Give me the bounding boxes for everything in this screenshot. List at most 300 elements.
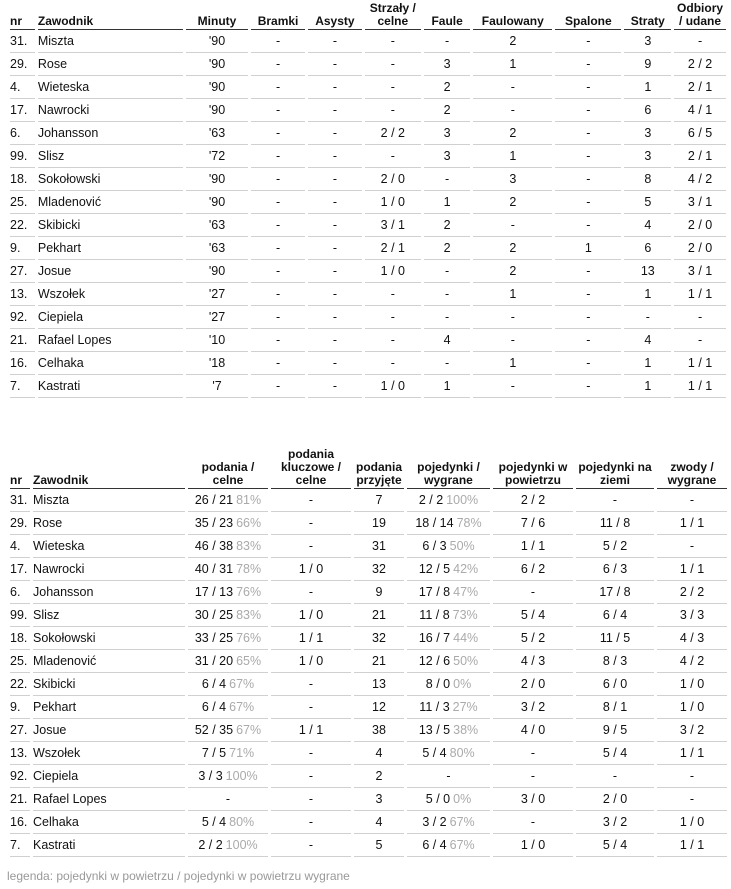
cell-duels: [407, 811, 490, 834]
cell-duels: [407, 765, 490, 788]
cell-aerial: [493, 558, 573, 581]
cell-min: '90: [186, 260, 248, 283]
cell-fouls: 1: [424, 375, 471, 398]
cell-passes: [188, 558, 268, 581]
cell-tackles: -: [674, 30, 726, 53]
cell-keypasses: [271, 512, 351, 535]
cell-value: 2 / 2: [520, 493, 546, 507]
cell-tackles: 1 / 1: [674, 283, 726, 306]
cell-value: 3 / 2: [520, 700, 546, 714]
cell-ground: [576, 581, 654, 604]
cell-value: 6 / 4: [201, 700, 227, 714]
cell-value: 31 / 20: [194, 654, 234, 668]
cell-losses: 6: [624, 99, 671, 122]
cell-shots: -: [365, 76, 421, 99]
cell-value: -: [530, 769, 536, 783]
cell-nr: 99.: [10, 145, 35, 168]
cell-fouled: 2: [473, 122, 552, 145]
header-aerial: pojedynki w powietrzu: [493, 448, 573, 489]
cell-value: 5 / 4: [602, 838, 628, 852]
cell-value: 3 / 2: [602, 815, 628, 829]
cell-ground: [576, 627, 654, 650]
cell-fouled: 3: [473, 168, 552, 191]
cell-nr: 7.: [10, 375, 35, 398]
cell-value: 52 / 35: [194, 723, 234, 737]
cell-name: Celhaka: [38, 352, 183, 375]
cell-nr: [10, 742, 30, 765]
cell-value: 6 / 4: [602, 608, 628, 622]
cell-min: '90: [186, 99, 248, 122]
cell-offsides: -: [555, 283, 621, 306]
cell-losses: 9: [624, 53, 671, 76]
table-row: [10, 191, 726, 214]
cell-nr: 21.: [10, 329, 35, 352]
cell-losses: 1: [624, 76, 671, 99]
cell-goals: -: [251, 352, 305, 375]
cell-received: [354, 512, 404, 535]
cell-shots: -: [365, 306, 421, 329]
cell-nr: 27.: [10, 260, 35, 283]
cell-value: 6 / 4: [201, 677, 227, 691]
cell-duels: [407, 650, 490, 673]
table-row: [10, 811, 727, 834]
cell-nr: [10, 604, 30, 627]
cell-fouls: 2: [424, 99, 471, 122]
cell-passes: [188, 673, 268, 696]
table-row: [10, 260, 726, 283]
cell-nr: 29.: [10, 53, 35, 76]
cell-shots: 1 / 0: [365, 375, 421, 398]
cell-nr: [10, 834, 30, 857]
cell-shots: 3 / 1: [365, 214, 421, 237]
percentage: 0%: [453, 677, 472, 691]
cell-aerial: [493, 673, 573, 696]
cell-min: '10: [186, 329, 248, 352]
cell-value: 11 / 8: [599, 516, 631, 530]
cell-assists: -: [308, 53, 362, 76]
table-row: [10, 535, 727, 558]
cell-goals: -: [251, 306, 305, 329]
cell-shots: 2 / 1: [365, 237, 421, 260]
cell-received: [354, 650, 404, 673]
cell-losses: 3: [624, 122, 671, 145]
cell-value: 5: [375, 838, 383, 852]
cell-name: Sokołowski: [38, 168, 183, 191]
cell-fouled: 1: [473, 283, 552, 306]
cell-value: 1 / 1: [298, 631, 324, 645]
header-nr: nr: [10, 2, 35, 30]
percentage: 67%: [229, 677, 255, 691]
cell-value: 17 / 8: [599, 585, 631, 599]
cell-nr: 13.: [10, 283, 35, 306]
cell-tackles: 2 / 2: [674, 53, 726, 76]
cell-received: [354, 604, 404, 627]
cell-value: 29.: [10, 516, 28, 530]
cell-ground: [576, 604, 654, 627]
cell-value: 99.: [10, 608, 28, 622]
cell-passes: [188, 765, 268, 788]
cell-duels: [407, 788, 490, 811]
cell-fouled: 2: [473, 237, 552, 260]
cell-aerial: [493, 581, 573, 604]
cell-fouled: -: [473, 306, 552, 329]
table-row: [10, 834, 727, 857]
cell-value: 32: [372, 631, 386, 645]
cell-nr: [10, 765, 30, 788]
cell-min: '90: [186, 191, 248, 214]
cell-value: 6 / 0: [602, 677, 628, 691]
cell-value: 4.: [10, 539, 21, 553]
cell-value: -: [308, 585, 314, 599]
percentage: 78%: [236, 562, 262, 576]
cell-ground: [576, 788, 654, 811]
cell-aerial: [493, 604, 573, 627]
cell-ground: [576, 673, 654, 696]
cell-value: 3 / 2: [422, 815, 447, 829]
percentage: 83%: [236, 539, 262, 553]
cell-nr: 6.: [10, 122, 35, 145]
cell-keypasses: [271, 489, 351, 512]
table-row: [10, 375, 726, 398]
cell-passes: [188, 535, 268, 558]
cell-value: 2 / 0: [520, 677, 546, 691]
percentage: 100%: [225, 838, 258, 852]
cell-goals: -: [251, 283, 305, 306]
cell-nr: [10, 627, 30, 650]
cell-name: Rose: [38, 53, 183, 76]
cell-value: 2 / 2: [198, 838, 223, 852]
cell-losses: 8: [624, 168, 671, 191]
table-row: [10, 696, 727, 719]
cell-offsides: -: [555, 375, 621, 398]
cell-name: [33, 627, 185, 650]
cell-nr: 22.: [10, 214, 35, 237]
cell-aerial: [493, 512, 573, 535]
cell-events: [657, 788, 727, 811]
cell-goals: -: [251, 145, 305, 168]
table-row: [10, 765, 727, 788]
percentage: 73%: [452, 608, 478, 622]
cell-aerial: [493, 788, 573, 811]
cell-nr: [10, 696, 30, 719]
cell-events: [657, 673, 727, 696]
cell-keypasses: [271, 558, 351, 581]
cell-offsides: -: [555, 99, 621, 122]
header-duels: pojedynki / wygrane: [407, 448, 490, 489]
table-row: [10, 673, 727, 696]
cell-received: [354, 696, 404, 719]
cell-name: [33, 765, 185, 788]
cell-fouls: 2: [424, 237, 471, 260]
cell-nr: [10, 811, 30, 834]
cell-value: 5 / 2: [520, 631, 546, 645]
cell-passes: [188, 742, 268, 765]
cell-tackles: -: [674, 306, 726, 329]
header-goals: Bramki: [251, 2, 305, 30]
cell-duels: [407, 719, 490, 742]
cell-tackles: 4 / 2: [674, 168, 726, 191]
cell-fouled: -: [473, 375, 552, 398]
table-row: [10, 168, 726, 191]
cell-keypasses: [271, 673, 351, 696]
cell-value: 5 / 4: [201, 815, 227, 829]
cell-fouls: 3: [424, 145, 471, 168]
table-row: [10, 489, 727, 512]
cell-value: 21.: [10, 792, 28, 806]
cell-value: 46 / 38: [194, 539, 234, 553]
percentage: 67%: [236, 723, 262, 737]
cell-value: 16.: [10, 815, 28, 829]
table-row: [10, 237, 726, 260]
cell-nr: 18.: [10, 168, 35, 191]
cell-value: 5 / 4: [520, 608, 546, 622]
cell-value: 5 / 4: [422, 746, 447, 760]
cell-name: [33, 558, 185, 581]
cell-name: Kastrati: [38, 375, 183, 398]
percentage: 76%: [236, 585, 262, 599]
cell-offsides: -: [555, 122, 621, 145]
cell-offsides: -: [555, 352, 621, 375]
cell-value: Skibicki: [33, 677, 76, 691]
cell-name: Ciepiela: [38, 306, 183, 329]
cell-value: Slisz: [33, 608, 60, 622]
cell-value: 3 / 0: [520, 792, 546, 806]
table-row: [10, 30, 726, 53]
cell-passes: [188, 696, 268, 719]
cell-value: 5 / 2: [602, 539, 628, 553]
header-fouled: Faulowany: [473, 2, 552, 30]
cell-name: Nawrocki: [38, 99, 183, 122]
cell-goals: -: [251, 237, 305, 260]
cell-min: '63: [186, 214, 248, 237]
cell-value: -: [612, 769, 618, 783]
cell-nr: 92.: [10, 306, 35, 329]
cell-ground: [576, 696, 654, 719]
cell-value: 25.: [10, 654, 28, 668]
cell-goals: -: [251, 329, 305, 352]
cell-received: [354, 535, 404, 558]
cell-goals: -: [251, 260, 305, 283]
cell-events: [657, 535, 727, 558]
cell-value: -: [308, 815, 314, 829]
cell-nr: 16.: [10, 352, 35, 375]
cell-value: Johansson: [33, 585, 94, 599]
cell-tackles: 2 / 0: [674, 237, 726, 260]
cell-losses: 4: [624, 214, 671, 237]
cell-min: '63: [186, 122, 248, 145]
cell-value: 1 / 1: [298, 723, 324, 737]
cell-fouls: 3: [424, 122, 471, 145]
cell-value: Rose: [33, 516, 63, 530]
cell-fouls: -: [424, 306, 471, 329]
cell-passes: [188, 834, 268, 857]
cell-name: [33, 489, 185, 512]
cell-min: '7: [186, 375, 248, 398]
cell-value: 6 / 3: [422, 539, 447, 553]
percentage: 78%: [456, 516, 482, 530]
cell-value: 13.: [10, 746, 28, 760]
cell-duels: [407, 489, 490, 512]
cell-value: 4 / 2: [679, 654, 705, 668]
header-name: Zawodnik: [33, 448, 185, 489]
cell-aerial: [493, 696, 573, 719]
cell-passes: [188, 811, 268, 834]
cell-fouls: -: [424, 260, 471, 283]
cell-value: Miszta: [33, 493, 70, 507]
cell-nr: [10, 673, 30, 696]
cell-name: [33, 604, 185, 627]
cell-value: 8 / 1: [602, 700, 628, 714]
cell-aerial: [493, 742, 573, 765]
cell-shots: -: [365, 53, 421, 76]
percentage: 100%: [225, 769, 258, 783]
cell-ground: [576, 765, 654, 788]
percentage: 76%: [236, 631, 262, 645]
cell-nr: [10, 581, 30, 604]
cell-value: 4 / 3: [520, 654, 546, 668]
table-row: [10, 558, 727, 581]
percentage: 83%: [236, 608, 262, 622]
cell-offsides: -: [555, 30, 621, 53]
cell-events: [657, 811, 727, 834]
table-row: [10, 512, 727, 535]
cell-losses: 13: [624, 260, 671, 283]
cell-value: 17.: [10, 562, 28, 576]
cell-value: 2 / 0: [602, 792, 628, 806]
cell-fouls: 1: [424, 191, 471, 214]
cell-offsides: -: [555, 145, 621, 168]
cell-name: [33, 696, 185, 719]
cell-value: -: [308, 677, 314, 691]
cell-events: [657, 604, 727, 627]
cell-fouled: 2: [473, 191, 552, 214]
cell-tackles: -: [674, 329, 726, 352]
cell-value: -: [308, 700, 314, 714]
cell-ground: [576, 811, 654, 834]
percentage: 100%: [446, 493, 479, 507]
cell-value: 3 / 2: [679, 723, 705, 737]
cell-value: -: [530, 746, 536, 760]
cell-duels: [407, 742, 490, 765]
header-losses: Straty: [624, 2, 671, 30]
cell-name: Pekhart: [38, 237, 183, 260]
cell-duels: [407, 535, 490, 558]
cell-offsides: -: [555, 53, 621, 76]
cell-tackles: 6 / 5: [674, 122, 726, 145]
cell-value: Ciepiela: [33, 769, 79, 783]
cell-assists: -: [308, 30, 362, 53]
cell-value: -: [689, 493, 695, 507]
cell-fouled: 1: [473, 53, 552, 76]
cell-keypasses: [271, 627, 351, 650]
cell-fouled: -: [473, 76, 552, 99]
cell-losses: 5: [624, 191, 671, 214]
cell-events: [657, 742, 727, 765]
cell-value: 7 / 6: [520, 516, 546, 530]
percentage: 67%: [449, 815, 475, 829]
cell-shots: -: [365, 283, 421, 306]
cell-value: 21: [372, 654, 386, 668]
cell-duels: [407, 627, 490, 650]
cell-fouls: 3: [424, 53, 471, 76]
cell-keypasses: [271, 811, 351, 834]
cell-name: Mladenović: [38, 191, 183, 214]
cell-assists: -: [308, 145, 362, 168]
cell-assists: -: [308, 260, 362, 283]
header-shots: Strzały / celne: [365, 2, 421, 30]
cell-shots: -: [365, 352, 421, 375]
cell-value: Nawrocki: [33, 562, 85, 576]
header-fouls: Faule: [424, 2, 471, 30]
cell-value: 16 / 7: [418, 631, 451, 645]
cell-ground: [576, 719, 654, 742]
cell-value: 19: [372, 516, 386, 530]
cell-name: [33, 742, 185, 765]
percentage: 0%: [453, 792, 472, 806]
cell-offsides: 1: [555, 237, 621, 260]
passing-duels-table: [7, 448, 730, 857]
cell-received: [354, 558, 404, 581]
cell-fouled: 2: [473, 30, 552, 53]
cell-value: -: [612, 493, 618, 507]
cell-value: 8 / 3: [602, 654, 628, 668]
cell-name: Johansson: [38, 122, 183, 145]
cell-ground: [576, 742, 654, 765]
cell-received: [354, 834, 404, 857]
cell-offsides: -: [555, 306, 621, 329]
cell-ground: [576, 558, 654, 581]
cell-value: -: [689, 792, 695, 806]
percentage: 42%: [453, 562, 479, 576]
cell-name: [33, 834, 185, 857]
percentage: 67%: [449, 838, 475, 852]
cell-assists: -: [308, 306, 362, 329]
cell-goals: -: [251, 53, 305, 76]
cell-fouled: -: [473, 329, 552, 352]
cell-nr: 31.: [10, 30, 35, 53]
cell-nr: [10, 788, 30, 811]
cell-offsides: -: [555, 191, 621, 214]
cell-losses: 3: [624, 145, 671, 168]
cell-duels: [407, 512, 490, 535]
cell-name: [33, 535, 185, 558]
cell-value: 17 / 8: [418, 585, 451, 599]
cell-keypasses: [271, 834, 351, 857]
cell-aerial: [493, 650, 573, 673]
cell-offsides: -: [555, 214, 621, 237]
cell-aerial: [493, 719, 573, 742]
percentage: 67%: [229, 700, 255, 714]
cell-value: 1 / 0: [298, 608, 324, 622]
cell-value: 30 / 25: [194, 608, 234, 622]
cell-min: '27: [186, 283, 248, 306]
cell-value: 12 / 5: [418, 562, 451, 576]
cell-value: -: [689, 539, 695, 553]
cell-keypasses: [271, 719, 351, 742]
cell-passes: [188, 581, 268, 604]
cell-value: 9 / 5: [602, 723, 628, 737]
table-row: [10, 352, 726, 375]
cell-passes: [188, 627, 268, 650]
cell-nr: [10, 489, 30, 512]
cell-value: -: [530, 585, 536, 599]
cell-received: [354, 719, 404, 742]
table-row: [10, 99, 726, 122]
cell-nr: 17.: [10, 99, 35, 122]
cell-aerial: [493, 765, 573, 788]
cell-events: [657, 834, 727, 857]
percentage: 80%: [449, 746, 475, 760]
